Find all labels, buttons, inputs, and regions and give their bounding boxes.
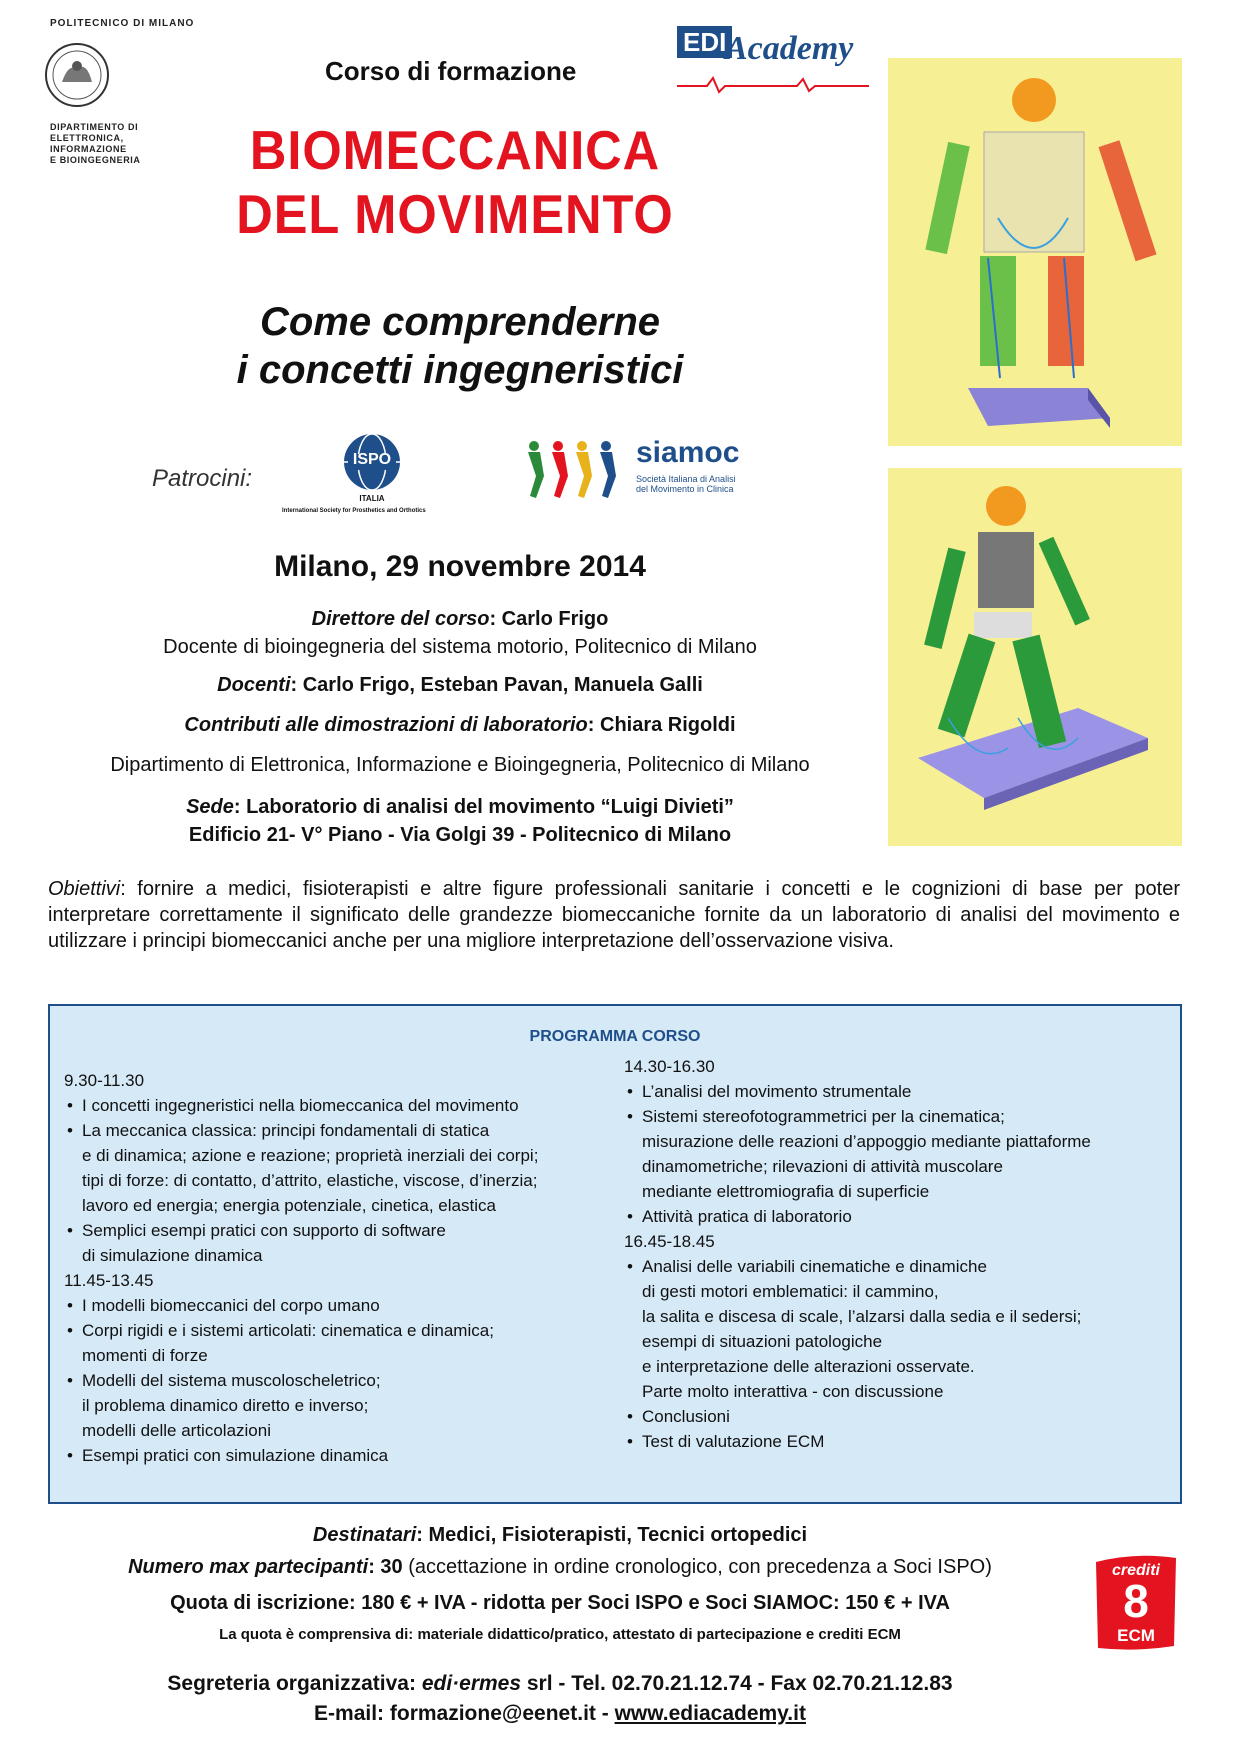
quota-note: La quota è comprensiva di: materiale didattico/pratico, attestato di partecipazione e crediti ECM [219, 1626, 901, 1643]
edi-academy-logo [677, 24, 869, 94]
academy-logo-text: Academy [725, 30, 854, 67]
ecg-wave-icon [677, 76, 869, 94]
edi-logo-text: EDI [677, 26, 732, 58]
sede-line: Sede: Laboratorio di analisi del movimento “Luigi Divieti” [186, 796, 734, 818]
email-line: E-mail: formazione@eenet.it - www.ediacademy.it [314, 1702, 806, 1725]
session-time: 9.30-11.30 [64, 1071, 145, 1090]
website-link[interactable]: www.ediacademy.it [614, 1702, 806, 1725]
session-time: 11.45-13.45 [64, 1271, 154, 1290]
direttore-line: Direttore del corso: Carlo Frigo [311, 608, 609, 630]
program-item: • Modelli del sistema muscoloscheletrico; il problema dinamico diretto e inverso; modelli delle articolazioni [64, 1368, 620, 1443]
program-item: • Sistemi stereofotogrammetrici per la cinematica; misurazione delle reazioni d’appoggio mediante piattaforme dinamometriche; rilevazioni di attività muscolare mediante elettromiografia di superficie [624, 1104, 1172, 1204]
destinatari-line: Destinatari: Medici, Fisioterapisti, Tecnici ortopedici [312, 1524, 808, 1546]
contributi-line: Contributi alle dimostrazioni di laboratorio: Chiara Rigoldi [184, 714, 736, 736]
crediti-label: crediti [1111, 1562, 1160, 1579]
obiettivi-paragraph: Obiettivi: fornire a medici, fisioterapisti e altre figure professionali sanitarie i concetti e le cognizioni di base per poter interpretare correttamente il significato delle grandezze biomeccaniche fornite da un laboratorio di analisi del movimento e utilizzare i principi biomeccanici anche per una migliore interpretazione dell’osservazione visiva. [48, 878, 1180, 952]
programma-panel [48, 1004, 1182, 1504]
course-type-label: Corso di formazione [325, 56, 577, 86]
ispo-full-name: International Society for Prosthetics and Orthotics [282, 508, 426, 514]
program-item: • Semplici esempi pratici con supporto di software di simulazione dinamica [64, 1218, 620, 1268]
program-item: • Corpi rigidi e i sistemi articolati: cinematica e dinamica; momenti di forze [64, 1318, 620, 1368]
siamoc-subtitle: Società Italiana di Analisi del Movimento in Clinica [636, 474, 736, 494]
direttore-role: Docente di bioingegneria del sistema motorio, Politecnico di Milano [163, 636, 757, 658]
crediti-number: 8 [1123, 1575, 1149, 1627]
walking-model-image [888, 468, 1182, 846]
siamoc-logo [520, 436, 770, 506]
ispo-name: ISPO [352, 451, 392, 468]
crediti-ecm-badge [1090, 1552, 1182, 1652]
programma-left-column [64, 1068, 620, 1468]
numero-partecipanti-line: Numero max partecipanti: 30 (accettazione in ordine cronologico, con precedenza a Soci ISPO) [128, 1556, 992, 1578]
program-item: • Test di valutazione ECM [624, 1429, 1172, 1454]
program-item: • L’analisi del movimento strumentale [624, 1079, 1172, 1104]
runners-icon [520, 436, 630, 502]
programma-right-column [624, 1054, 1172, 1454]
program-item: • Attività pratica di laboratorio [624, 1204, 1172, 1229]
session-time: 14.30-16.30 [624, 1057, 715, 1076]
program-item: • Esempi pratici con simulazione dinamica [64, 1443, 620, 1468]
standing-model-image [888, 58, 1182, 446]
program-item: • Conclusioni [624, 1404, 1172, 1429]
patrocini-label: Patrocini: [152, 465, 253, 492]
program-item: • La meccanica classica: principi fondamentali di statica e di dinamica; azione e reazione; proprietà inerziali dei corpi; tipi di forze: di contatto, d’attrito, elastiche, viscose, d’inerzia; lavoro ed energia; energia potenziale, cinetica, elastica [64, 1118, 620, 1218]
docenti-line: Docenti: Carlo Frigo, Esteban Pavan, Manuela Galli [217, 674, 703, 696]
dipartimento-line: Dipartimento di Elettronica, Informazione e Bioingegneria, Politecnico di Milano [110, 754, 810, 776]
programma-title: PROGRAMMA CORSO [529, 1028, 701, 1045]
session-time: 16.45-18.45 [624, 1232, 715, 1251]
course-subtitle: Come comprenderne i concetti ingegneristici [236, 300, 684, 392]
sede-address: Edificio 21- V° Piano - Via Golgi 39 - Politecnico di Milano [188, 824, 732, 846]
polimi-seal-logo [44, 42, 110, 108]
polimi-name: POLITECNICO DI MILANO [50, 18, 195, 29]
program-item: • Analisi delle variabili cinematiche e dinamiche di gesti motori emblematici: il cammino, la salita e discesa di scale, l’alzarsi dalla sedia e il sedersi; esempi di situazioni patologiche e interpretazione delle alterazioni osservate. Parte molto interattiva - con discussione [624, 1254, 1172, 1404]
crediti-ecm: ECM [1117, 1626, 1155, 1645]
polimi-department: DIPARTIMENTO DI ELETTRONICA, INFORMAZIONE E BIOINGEGNERIA [50, 122, 141, 165]
course-date: Milano, 29 novembre 2014 [274, 550, 646, 583]
quota-line: Quota di iscrizione: 180 € + IVA - ridotta per Soci ISPO e Soci SIAMOC: 150 € + IVA [170, 1592, 950, 1614]
siamoc-name: siamoc [636, 436, 740, 469]
ispo-sub: ITALIA [359, 494, 385, 503]
program-item: • I concetti ingegneristici nella biomeccanica del movimento [64, 1093, 620, 1118]
course-title: BIOMECCANICA DEL MOVIMENTO [236, 119, 674, 245]
program-item: • I modelli biomeccanici del corpo umano [64, 1293, 620, 1318]
ispo-logo [282, 432, 502, 522]
segreteria-line: Segreteria organizzativa: edi·ermes srl - Tel. 02.70.21.12.74 - Fax 02.70.21.12.83 [167, 1672, 953, 1695]
